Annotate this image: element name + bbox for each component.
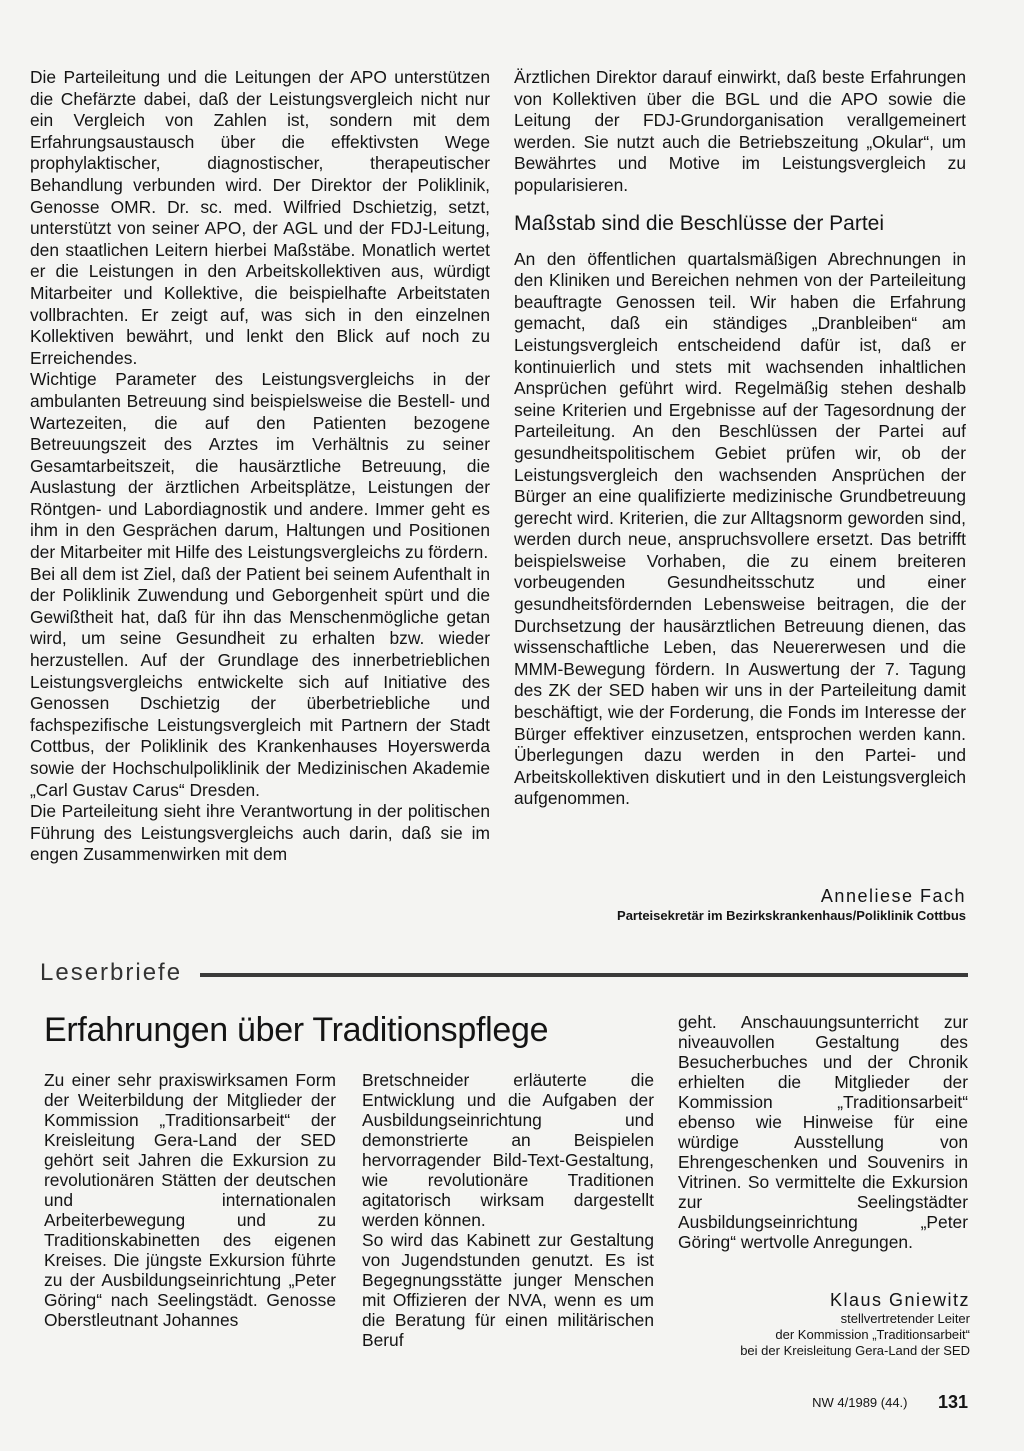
paragraph: An den öffentlichen quartalsmäßigen Abrechnungen in den Kliniken und Bereichen nehmen von der Parteileitung beauftragte Genossen teil. Wir haben die Erfahrung gemacht, daß ein ständiges „Dranbleiben“ am Leistungsvergleich entscheidend dafür ist, daß er kontinuierlich und stets mit wachsenden inhaltlichen Ansprüchen geführt wird. Regelmäßig stehen deshalb seine Kriterien und Ergebnisse auf der Tagesordnung der Parteileitung. An den Beschlüssen der Partei auf gesundheitspolitischem Gebiet prüfen wir, ob der Leistungsvergleich den wachsenden Ansprüchen der Bürger an eine qualifizierte medizinische Grundbetreuung gerecht wird. Kriterien, die zur Alltagsnorm geworden sind, werden durch neue, anspruchsvollere ersetzt. Das betrifft beispielsweise Vorhaben, die zu einem breiteren vorbeugenden Gesundheitsschutz und einer gesundheitsfördernden Lebensweise beitragen, die der Durchsetzung der hausärztlichen Betreuung dienen, das wissenschaftliche Leben, das Neuererwesen und die MMM-Bewegung fördern. In Auswertung der 7. Tagung des ZK der SED haben wir uns in der Parteileitung damit beschäftigt, wie der Forderung, die Fonds im Interesse der Bürger effektiver einzusetzen, entsprochen werden kann. Überlegungen dazu werden in den Partei- und Arbeitskollektiven diskutiert und in den Leistungsvergleich aufgenommen.	[514, 248, 966, 809]
page-number: 131	[937, 1392, 968, 1412]
section-label: Leserbriefe	[40, 959, 183, 986]
author-name: Anneliese Fach	[820, 886, 966, 906]
paragraph: Ärztlichen Direktor darauf einwirkt, daß beste Erfahrungen von Kollektiven über die BGL und die APO sowie die Leitung der FDJ-Grundorganisation verallgemeinert werden. Sie nutzt auch die Betriebszeitung „Okular“, um Bewährtes und Motive im Leistungsvergleich zu popularisieren.	[514, 67, 966, 195]
author-role-line: stellvertretender Leiter	[840, 1311, 970, 1326]
article-left-column	[30, 67, 490, 866]
paragraph: Zu einer sehr praxiswirksamen Form der Weiterbildung der Mitglieder der Kommission „Traditionsarbeit“ der Kreisleitung Gera-Land der SED gehört seit Jahren die Exkursion zu revolutionären Stätten der deutschen und internationalen Arbeiterbewegung und zu Traditionskabinetten des eigenen Kreises. Die jüngste Exkursion führte zu der Ausbildungseinrichtung „Peter Göring“ nach Seelingstädt. Genosse Oberstleutnant Johannes	[44, 1070, 336, 1330]
paragraph: Bei all dem ist Ziel, daß der Patient bei seinem Aufenthalt in der Poliklinik Zuwendung und Geborgenheit spürt und die Gewißtheit hat, daß für ihn das Menschenmögliche getan wird, um seine Gesundheit zu erhalten bzw. wieder herzustellen. Auf der Grundlage des innerbetrieblichen Leistungsvergleichs entwickelte sich auf Initiative des Genossen Dschietzig der überbetriebliche und fachspezifische Leistungsvergleich mit Partnern der Stadt Cottbus, der Poliklinik des Krankenhauses Hoyerswerda sowie der Hochschulpoliklinik der Medizinischen Akademie „Carl Gustav Carus“ Dresden.	[30, 563, 490, 800]
paragraph: Bretschneider erläuterte die Entwicklung und die Aufgaben der Ausbildungseinrichtung und demonstrierte an Beispielen hervorragender Bild-Text-Gestaltung, wie revolutionäre Traditionen agitatorisch wirksam dargestellt werden können.	[362, 1070, 654, 1230]
subheading: Maßstab sind die Beschlüsse der Partei	[514, 211, 885, 235]
author-role: Parteisekretär im Bezirkskrankenhaus/Poliklinik Cottbus	[617, 908, 966, 923]
article-right-column	[514, 67, 966, 810]
paragraph: geht. Anschauungsunterricht zur niveauvollen Gestaltung des Besucherbuches und der Chronik erhielten die Mitglieder der Kommission „Traditionsarbeit“ ebenso wie Hinweise für eine würdige Ausstellung von Ehrengeschenken und Souvenirs in Vitrinen. So vermittelte die Exkursion zur Seelingstädter Ausbildungseinrichtung „Peter Göring“ wertvolle Anregungen.	[678, 1012, 968, 1252]
section-header	[40, 958, 968, 992]
author-role-line: bei der Kreisleitung Gera-Land der SED	[740, 1343, 970, 1358]
letter-author-signature	[740, 1289, 970, 1359]
letter-column-right	[678, 1012, 968, 1252]
paragraph: Wichtige Parameter des Leistungsvergleichs in der ambulanten Betreuung sind beispielsweise die Bestell- und Wartezeiten, die auf den Patienten bezogene Betreuungszeit des Arztes im Verhältnis zu seiner Gesamtarbeitszeit, die hausärztliche Betreuung, die Auslastung der ärztlichen Arbeitsplätze, Leistungen der Röntgen- und Labordiagnostik und andere. Immer geht es ihm in den Gesprächen darum, Haltungen und Positionen der Mitarbeiter mit Hilfe des Leistungsvergleichs zu fördern.	[30, 369, 490, 563]
paragraph: So wird das Kabinett zur Gestaltung von Jugendstunden genutzt. Es ist Begegnungsstätte junger Menschen mit Offizieren der NVA, wenn es um die Beratung für einen militärischen Beruf	[362, 1230, 654, 1350]
author-name: Klaus Gniewitz	[829, 1290, 970, 1310]
article-title: Erfahrungen über Traditionspflege	[44, 1011, 549, 1049]
letter-column-middle	[362, 1070, 654, 1350]
page-footer	[812, 1392, 968, 1413]
letter-column-left	[44, 1070, 336, 1330]
section-rule	[200, 973, 968, 977]
author-signature	[617, 885, 966, 924]
paragraph: Die Parteileitung und die Leitungen der APO unterstützen die Chefärzte dabei, daß der Leistungsvergleich nicht nur ein Vergleich von Zahlen ist, sondern mit dem Erfahrungsaustausch über die effektivsten Wege prophylaktischer, diagnostischer, therapeutischer Behandlung verbunden wird. Der Direktor der Poliklinik, Genosse OMR. Dr. sc. med. Wilfried Dschietzig, setzt, unterstützt von seiner APO, der AGL und der FDJ-Leitung, den staatlichen Leitern hierbei Maßstäbe. Monatlich wertet er die Leistungen in den Arbeitskollektiven aus, würdigt Mitarbeiter und Kollektive, die beispielhafte Arbeitstaten vollbrachten. Er zeigt auf, was sich in den einzelnen Kollektiven bewährt, und lenkt den Blick auf noch zu Erreichendes.	[30, 67, 490, 368]
issue-label: NW 4/1989 (44.)	[812, 1395, 908, 1410]
paragraph: Die Parteileitung sieht ihre Verantwortung in der politischen Führung des Leistungsvergleichs auch darin, daß sie im engen Zusammenwirken mit dem	[30, 801, 490, 865]
author-role-line: der Kommission „Traditionsarbeit“	[775, 1327, 970, 1342]
